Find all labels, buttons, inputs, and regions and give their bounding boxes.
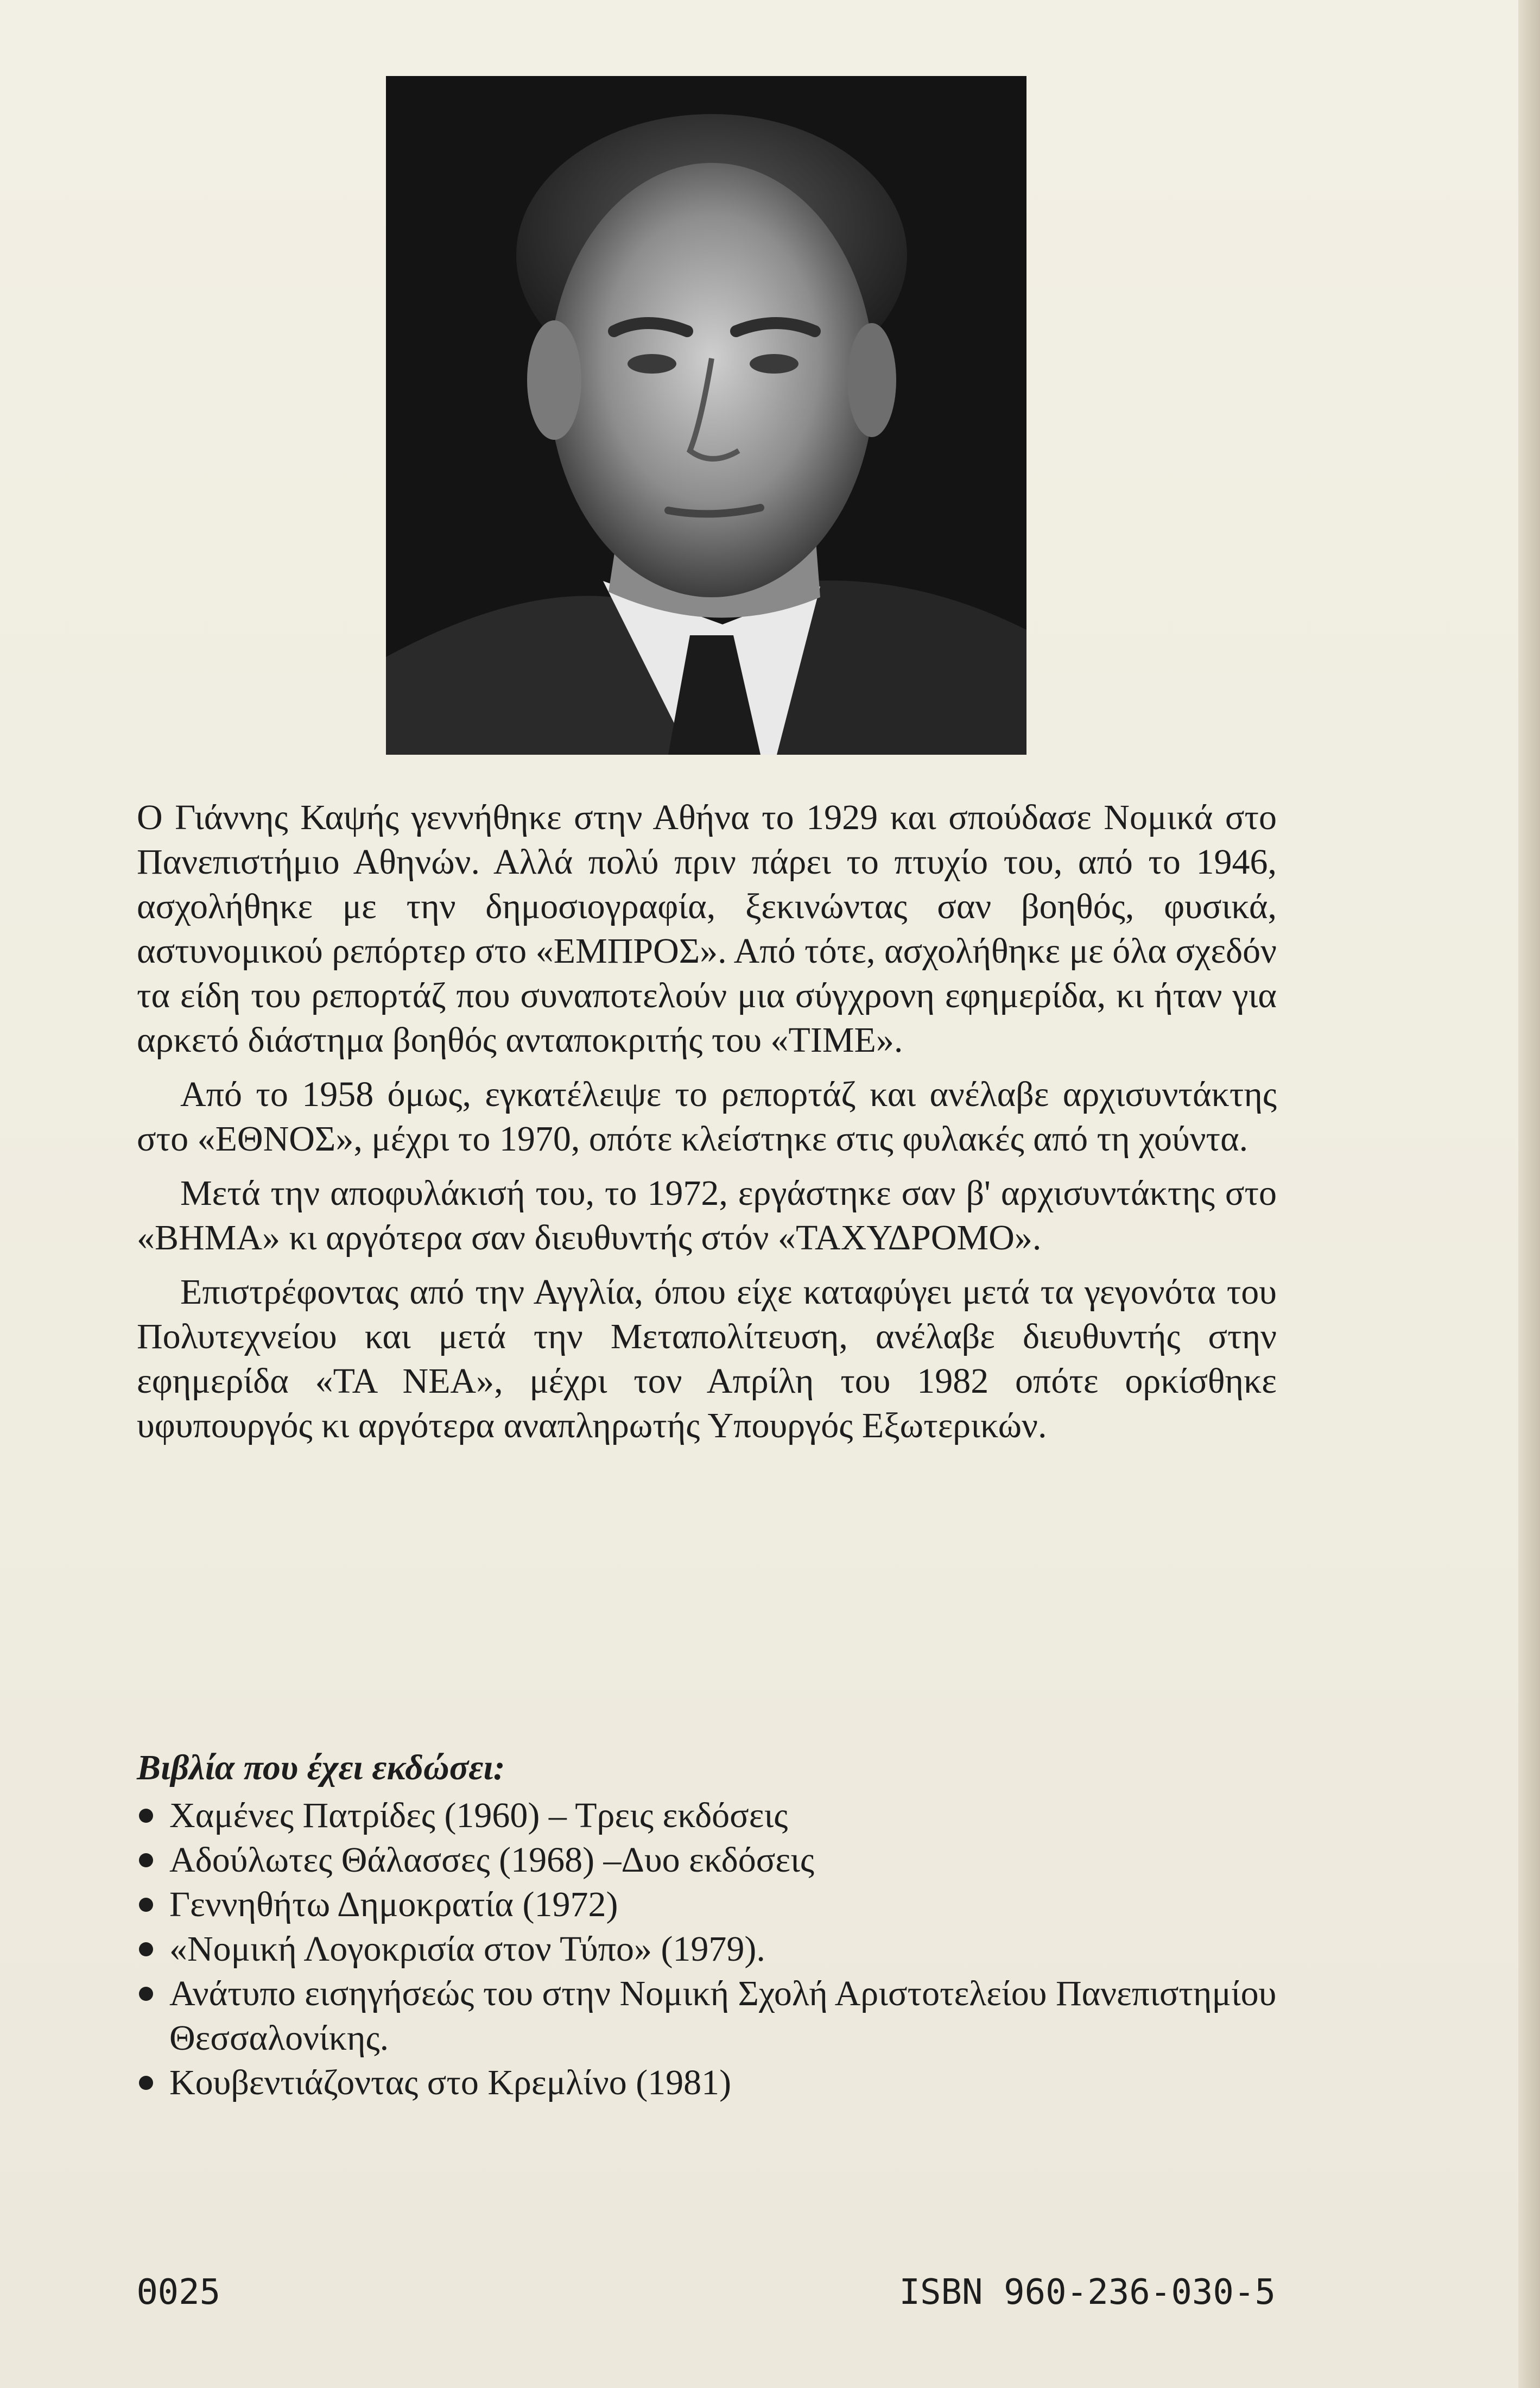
bio-paragraph: Μετά την αποφυλάκισή του, το 1972, εργάστηκε σαν β' αρχισυντάκτης στο «ΒΗΜΑ» κι αργότερα σαν διευθυντής στόν «ΤΑΧΥΔΡΟΜΟ». [137, 1173, 1277, 1258]
bullet-icon [139, 1942, 153, 1956]
book-item [137, 1927, 1277, 1972]
book-title: Ανάτυπο εισηγήσεώς του στην Νομική Σχολή Αριστοτελείου Πανεπιστημίου Θεσσαλονίκης. [169, 1974, 1277, 2058]
book-title: Κουβεντιάζοντας στο Κρεμλίνο (1981) [169, 2063, 732, 2102]
book-item [137, 1793, 1277, 1838]
bio-paragraph: Επιστρέφοντας από την Αγγλία, όπου είχε καταφύγει μετά τα γεγονότα του Πολυτεχνείου και μετά την Μεταπολίτευση, ανέλαβε διευθυντής στην εφημερίδα «ΤΑ ΝΕΑ», μέχρι τον Απρίλη του 1982 οπότε ορκίσθηκε υφυπουργός κι αργότερα αναπληρωτής Υπουργός Εξωτερικών. [137, 1272, 1277, 1445]
book-item [137, 2061, 1277, 2105]
catalog-code: Θ025 [137, 2272, 221, 2313]
isbn-number: ISBN 960-236-030-5 [899, 2272, 1276, 2313]
book-title: Γεννηθήτω Δημοκρατία (1972) [169, 1885, 618, 1924]
bio-paragraph: Ο Γιάννης Καψής γεννήθηκε στην Αθήνα το 1929 και σπούδασε Νομικά στο Πανεπιστήμιο Αθηνών. Αλλά πολύ πριν πάρει το πτυχίο του, από το 1946, ασχολήθηκε με την δημοσιογραφία, ξεκινώντας σαν βοηθός, φυσικά, αστυνομικού ρεπόρτερ στο «ΕΜΠΡΟΣ». Από τότε, ασχολήθηκε με όλα σχεδόν τα είδη του ρεπορτάζ που συναποτελούν μια σύγχρονη εφημερίδα, κι ήταν για αρκετό διάστημα βοηθός ανταποκριτής του «TIME». [137, 798, 1277, 1060]
book-title: Χαμένες Πατρίδες (1960) – Τρεις εκδόσεις [169, 1796, 788, 1835]
bullet-icon [139, 1853, 153, 1867]
book-title: «Νομική Λογοκρισία στον Τύπο» (1979). [169, 1929, 765, 1969]
bullet-icon [139, 2076, 153, 2090]
bullet-icon [139, 1987, 153, 2001]
books-heading: Βιβλία που έχει εκδώσει: [137, 1748, 505, 1787]
author-portrait [386, 76, 1026, 755]
bio-paragraph: Από το 1958 όμως, εγκατέλειψε το ρεπορτάζ και ανέλαβε αρχισυντάκτης στο «ΕΘΝΟΣ», μέχρι το 1970, οπότε κλείστηκε στις φυλακές από τη χούντα. [137, 1075, 1277, 1159]
books-section [137, 1746, 1277, 2105]
book-item [137, 1972, 1277, 2061]
book-item [137, 1882, 1277, 1927]
book-list [137, 1793, 1277, 2105]
bullet-icon [139, 1809, 153, 1823]
bullet-icon [139, 1898, 153, 1912]
author-biography [137, 795, 1277, 1458]
book-title: Αδούλωτες Θάλασσες (1968) –Δυο εκδόσεις [169, 1840, 814, 1880]
book-item [137, 1838, 1277, 1882]
cover-edge [1518, 0, 1540, 2388]
